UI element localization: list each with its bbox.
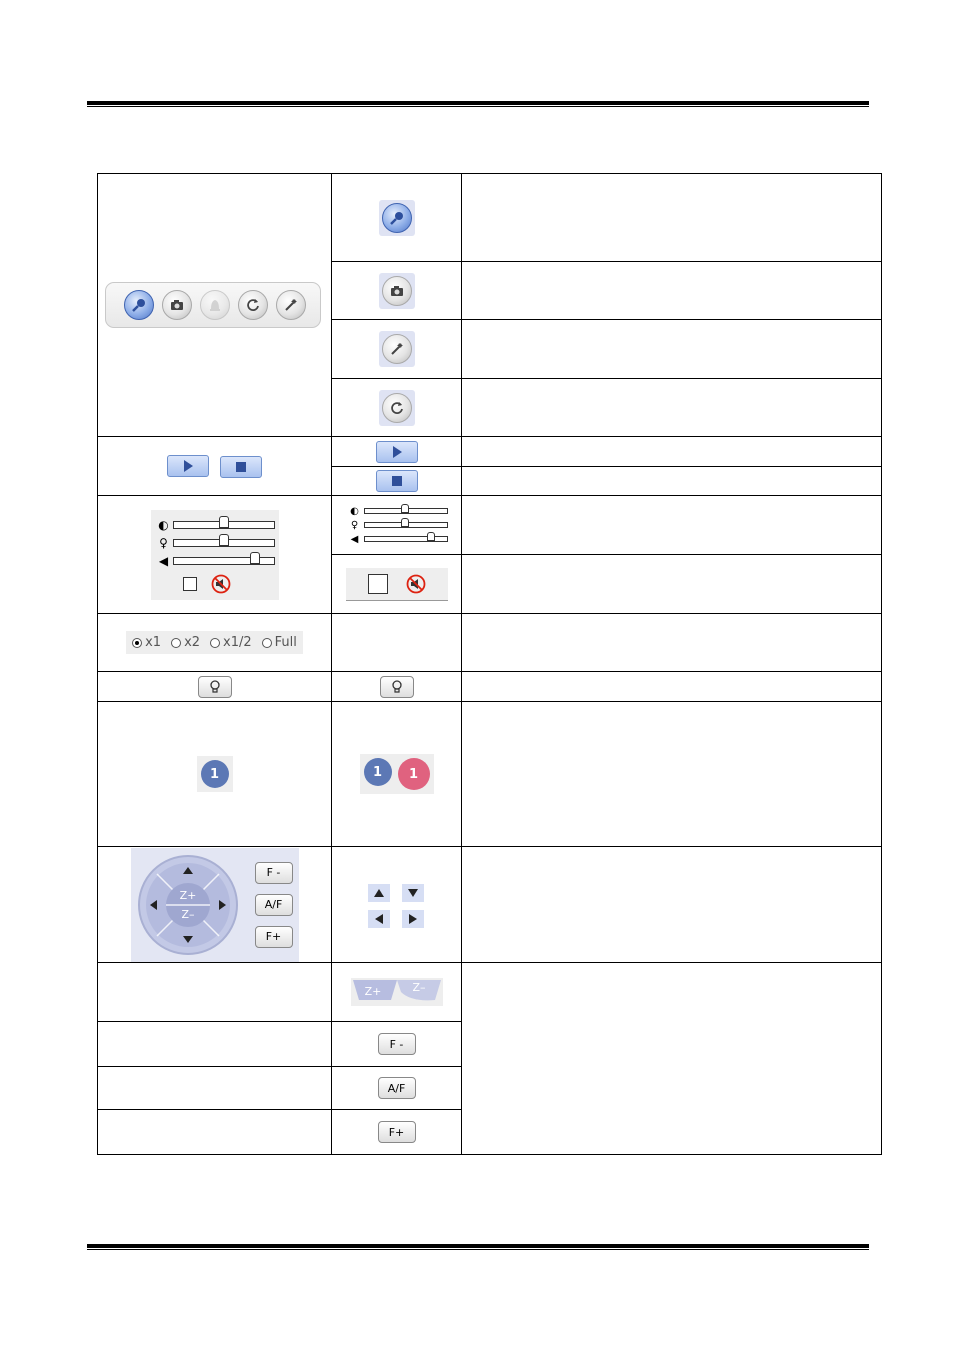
focus-plus-cell: [332, 1110, 462, 1155]
zoom-icons-cell: [332, 963, 462, 1022]
zoom-out-label: Z–: [411, 981, 426, 994]
magic-wand-icon[interactable]: [382, 334, 412, 364]
alarm-icon[interactable]: [200, 290, 230, 320]
light-bulb-icon: [209, 680, 221, 694]
play-icon-cell: [332, 437, 462, 467]
contrast-icon: ◐: [158, 517, 169, 532]
description-cell: [462, 614, 882, 672]
viewer-toolbar: [105, 282, 321, 328]
right-arrow-icon[interactable]: [402, 910, 424, 928]
size-option-x2[interactable]: x2: [171, 635, 200, 650]
stop-button[interactable]: [376, 470, 418, 492]
light-button[interactable]: [198, 676, 232, 698]
play-icon: [183, 460, 193, 472]
focus-minus-button[interactable]: F -: [378, 1033, 416, 1055]
image-adjust-panel-small: ◐ ♀ ◀: [346, 502, 448, 548]
zoom-buttons[interactable]: [351, 978, 443, 1002]
empty-cell: [98, 1067, 332, 1110]
brightness-icon: ♀: [159, 535, 168, 550]
stop-button[interactable]: [220, 456, 262, 478]
image-adjust-panel: [151, 510, 279, 600]
header-rule: [87, 101, 869, 105]
camera-badge-states-cell: [332, 702, 462, 847]
snapshot-icon[interactable]: [162, 290, 192, 320]
up-arrow-icon[interactable]: [368, 884, 390, 902]
size-option-half[interactable]: x1/2: [210, 635, 252, 650]
description-cell: [462, 437, 882, 467]
description-cell: [462, 262, 882, 320]
volume-slider[interactable]: [173, 557, 275, 565]
empty-cell: [98, 963, 332, 1022]
view-icon-cell: [332, 174, 462, 262]
description-cell: [462, 379, 882, 437]
description-cell: [462, 702, 882, 847]
ptz-dial[interactable]: [137, 854, 239, 956]
focus-minus-button[interactable]: F -: [255, 862, 293, 884]
mute-checkbox[interactable]: [368, 574, 388, 594]
magic-wand-icon[interactable]: [276, 290, 306, 320]
description-cell: [462, 467, 882, 496]
brightness-slider[interactable]: [173, 539, 275, 547]
ptz-arrows-cell: [332, 847, 462, 963]
focus-plus-button[interactable]: F+: [255, 926, 293, 948]
snapshot-icon[interactable]: [382, 276, 412, 306]
light-cell: [98, 672, 332, 702]
size-option-full[interactable]: Full: [262, 635, 297, 650]
down-arrow-icon[interactable]: [402, 884, 424, 902]
auto-focus-button[interactable]: A/F: [378, 1077, 416, 1099]
footer-rule: [87, 1244, 869, 1248]
toolbar-cell: [98, 174, 332, 437]
empty-cell: [98, 1022, 332, 1067]
footer-rule-thin: [87, 1249, 869, 1250]
sliders-icon-cell: [332, 496, 462, 555]
description-cell: [462, 496, 882, 555]
description-cell: [462, 174, 882, 262]
play-button[interactable]: [376, 441, 418, 463]
play-button[interactable]: [167, 455, 209, 477]
ui-reference-table: [97, 173, 882, 1155]
contrast-slider[interactable]: [173, 521, 275, 529]
camera-badge-normal[interactable]: 1: [364, 758, 392, 786]
sliders-cell: [98, 496, 332, 614]
size-radios-cell: [98, 614, 332, 672]
light-icon-cell: [332, 672, 462, 702]
header-rule-thin: [87, 106, 869, 107]
zoom-in-label: Z+: [179, 888, 196, 902]
size-option-x1[interactable]: x1: [132, 635, 161, 650]
focus-plus-button[interactable]: F+: [378, 1121, 416, 1143]
light-button[interactable]: [380, 676, 414, 698]
auto-focus-cell: [332, 1067, 462, 1110]
empty-cell: [98, 1110, 332, 1155]
mute-icon: [406, 574, 426, 594]
view-icon[interactable]: [124, 290, 154, 320]
camera-badge-alert[interactable]: 1: [398, 758, 430, 790]
refresh-icon[interactable]: [382, 393, 412, 423]
mute-icon-cell: [332, 555, 462, 614]
ptz-control-panel: [131, 848, 299, 962]
camera-badge-cell: [98, 702, 332, 847]
view-icon[interactable]: [382, 203, 412, 233]
snapshot-icon-cell: [332, 262, 462, 320]
camera-badge[interactable]: 1: [201, 760, 229, 788]
ptz-cell: [98, 847, 332, 963]
description-cell: [462, 847, 882, 963]
left-arrow-icon[interactable]: [368, 910, 390, 928]
volume-icon: ◀: [158, 553, 169, 568]
description-cell: [462, 555, 882, 614]
mute-checkbox[interactable]: [183, 577, 197, 591]
description-cell: [462, 320, 882, 379]
display-size-options: [126, 631, 303, 654]
refresh-icon-cell: [332, 379, 462, 437]
empty-cell: [332, 614, 462, 672]
ptz-arrow-set: [368, 884, 426, 928]
zoom-out-label: Z–: [180, 907, 195, 921]
refresh-icon[interactable]: [238, 290, 268, 320]
zoom-in-label: Z+: [364, 985, 381, 998]
magic-wand-icon-cell: [332, 320, 462, 379]
description-cell: [462, 963, 882, 1155]
auto-focus-button[interactable]: A/F: [255, 894, 293, 916]
mute-icon: [211, 574, 231, 594]
description-cell: [462, 672, 882, 702]
camera-badge-frame: [197, 756, 233, 792]
stop-icon-cell: [332, 467, 462, 496]
stop-icon: [236, 462, 246, 472]
focus-minus-cell: [332, 1022, 462, 1067]
play-stop-cell: [98, 437, 332, 496]
